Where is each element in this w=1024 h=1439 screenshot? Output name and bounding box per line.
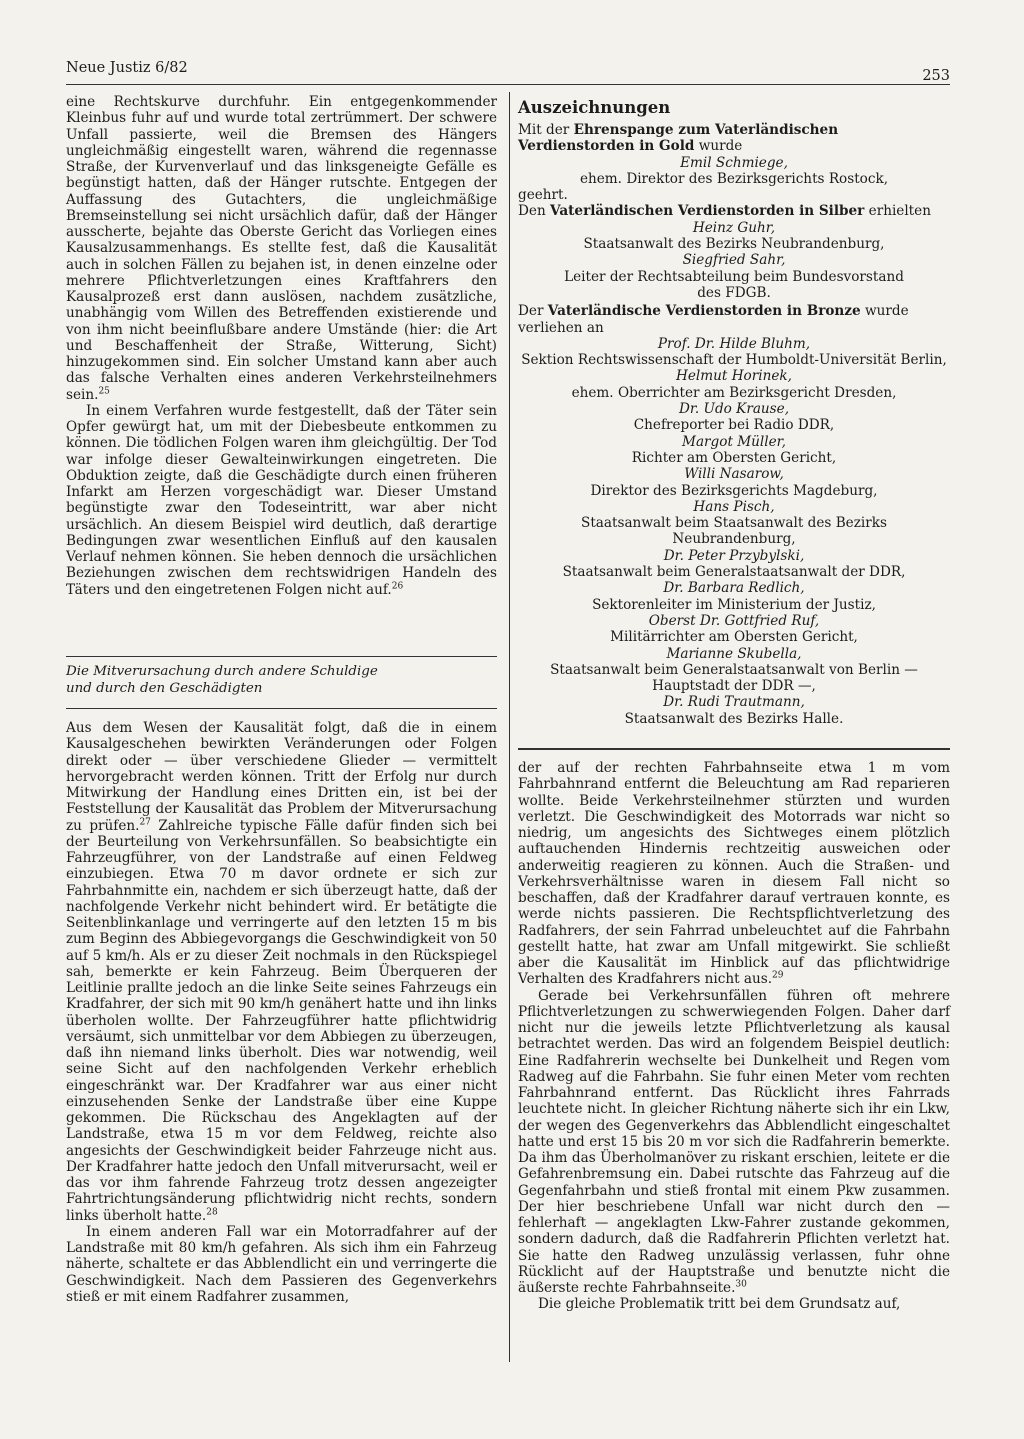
recipient-name: Willi Nasarow, <box>684 466 784 483</box>
recipient-role: Militärrichter am Obersten Gericht, <box>610 629 858 646</box>
recipient-name: Helmut Horinek, <box>676 368 792 385</box>
section-rule-bottom <box>66 708 497 709</box>
award-intro-gold: Mit der Ehrenspange zum Vaterländischen Verdienstorden in Gold wurde <box>518 122 839 155</box>
paragraph: Gerade bei Verkehrsunfällen führen oft mehrere Pflichtverletzungen zu schwerwiegenden Folgen. Daher darf nicht nur die jeweils letzte Pflichtverletzung als kausal betrachtet werden. Das wird an folgendem Beispiel deutlich: Eine Radfahrerin wechselte bei Dunkelheit und Regen vom Radweg auf die Fahrbahn. Sie fuhr einen Meter vom rechten Fahrbahnrand entfernt. Das Rücklicht ihres Fahrrads leuchtete nicht. In gleicher Richtung näherte sich ihr ein Lkw, der wegen des Gegenverkehrs das Abblendlicht eingeschaltet hatte und erst 15 bis 20 m vor sich die Radfahrerin bemerkte. Da ihm das Überholmanöver zu riskant erschien, leitete er die Gefahrenbremsung ein. Dabei rutschte das Fahrzeug auf die Gegenfahrbahn und stieß frontal mit einem Pkw zusammen. Der hier beschriebene Unfall war nicht durch den — fehlerhaft — angeklagten Lkw-Fahrer zustande gekommen, sondern dadurch, daß die Radfahrerin Pflichten verletzt hat. Sie hatte den Radweg unzulässig verlassen, fuhr ohne Rücklicht auf der Hauptstraße und benutzte nicht die äußerste rechte Fahrbahnseite.$^{30}$ <box>518 987 950 1296</box>
footnote-ref: 26 <box>391 580 404 591</box>
paragraph: Die gleiche Problematik tritt bei dem Grundsatz auf, <box>538 1296 901 1313</box>
recipient-role: Sektion Rechtswissenschaft der Humboldt-Universität Berlin, <box>521 352 947 369</box>
recipient-name: Hans Pisch, <box>693 498 775 515</box>
recipient-role: Staatsanwalt des Bezirks Neubrandenburg, <box>583 236 885 253</box>
recipient-name: Dr. Udo Krause, <box>678 401 790 418</box>
page-number: 253 <box>922 68 950 84</box>
awards-box <box>518 98 950 727</box>
paragraph: eine Rechtskurve durchfuhr. Ein entgegenkommender Kleinbus fuhr auf und wurde total zertrümmert. Der schwere Unfall passierte, weil die Bremsen des Hängers ungleichmäßig eingestellt waren, während die regennasse Straße, der Kurvenverlauf und das linksgeneigte Gefälle es begünstigt hatten, daß der Hänger rutschte. Entgegen der Auffassung des Gutachters, die ungleichmäßige Bremseinstellung sei nicht ursächlich dafür, daß der Hänger ausscherte, bejahte das Oberste Gericht das Vorliegen eines Kausalzusammenhangs. Es stellte fest, daß die Kausalität auch in solchen Fällen zu bejahen ist, in denen einzelne oder mehrere Pflichtverletzungen eines Kraftfahrers den Kausalprozeß erst dann auslösen, nachdem zusätzliche, unabhängig vom Willen des Betreffenden existierende und von ihm nicht beeinflußbare andere Umstände (hier: die Art und Beschaffenheit der Straße, Witterung, Sicht) hinzugekommen sind. Ein solcher Umstand kann aber auch das falsche Verhalten eines anderen Verkehrsteilnehmers sein.$^{25}$ <box>66 94 497 403</box>
recipient-name: Siegfried Sahr, <box>682 252 786 269</box>
recipient-name: Dr. Peter Przybylski, <box>663 547 805 564</box>
footnote-ref: 27 <box>139 816 151 827</box>
recipient-role: Staatsanwalt beim Generalstaatsanwalt von Berlin — Hauptstadt der DDR —, <box>550 661 918 695</box>
recipient-name: Margot Müller, <box>682 433 786 450</box>
paragraph: der auf der rechten Fahrbahnseite etwa 1 m vom Fahrbahnrand entfernt die Beleuchtung am Rad reparieren wollte. Beide Verkehrsteilnehmer stürzten und wurden verletzt. Die Geschwindigkeit des Motorrads war nicht so niedrig, um angesichts des Sichtweges einem plötzlich auftauchenden Hindernis rechtzeitig ausweichen oder anderweitig reagieren zu können. Auch die Straßen- und Verkehrsverhältnisse waren in diesem Fall nicht so beschaffen, daß der Kradfahrer darauf vertrauen konnte, es werde nichts passieren. Die Rechtspflichtverletzung des Radfahrers, der sein Fahrrad unbeleuchtet auf die Fahrbahn gestellt hatte, hat zwar am Unfall mitgewirkt. Sie schließt aber die Kausalität im Hinblick auf das pflichtwidrige Verhalten des Kradfahrers nicht aus.$^{29}$ <box>518 760 950 988</box>
journal-title: Neue Justiz 6/82 <box>66 60 188 76</box>
award-closing: geehrt. <box>518 187 568 204</box>
footnote-ref: 30 <box>735 1279 747 1290</box>
recipient-role: Sektorenleiter im Ministerium der Justiz, <box>592 596 876 613</box>
award-intro-bronze: Der Vaterländische Verdienstorden in Bronze wurde verliehen an <box>518 303 909 336</box>
award-intro-silver: Den Vaterländischen Verdienstorden in Silber erhielten <box>518 203 931 220</box>
column-divider-upper <box>509 92 510 752</box>
awards-title: Auszeichnungen <box>518 98 671 117</box>
paragraph: Aus dem Wesen der Kausalität folgt, daß die in einem Kausalgeschehen bewirkten Veränderungen oder Folgen direkt oder — über verschiedene Glieder — vermittelt hervorgebracht werden können. Tritt der Erfolg nur durch Mitwirkung der Handlung eines Dritten ein, ist bei der Feststellung der Kausalität das Problem der Mitverursachung zu prüfen.$^{27}$ Zahlreiche typische Fälle dafür finden sich bei der Beurteilung von Verkehrsunfällen. So beabsichtigte ein Fahrzeugführer, von der Landstraße auf einen Feldweg einzubiegen. Etwa 70 m davor ordnete er sich zur Fahrbahnmitte ein, nachdem er sich überzeugt hatte, daß der nachfolgende Verkehr nicht behindert wird. Er betätigte die Seitenblinkanlage und verringerte auf den letzten 15 m bis zum Beginn des Abbiegevorgangs die Geschwindigkeit von 50 auf 5 km/h. Als er zu dieser Zeit nochmals in den Rückspiegel sah, bemerkte er kein Fahrzeug. Beim Überqueren der Leitlinie prallte jedoch an die linke Seite seines Fahrzeugs ein Kradfahrer, der sich mit 90 km/h genähert hatte und ihn links überholen wollte. Der Fahrzeugführer hatte pflichtwidrig versäumt, sich unmittelbar vor dem Abbiegen zu überzeugen, daß ihn niemand links überholt. Dies war notwendig, weil seine Sicht auf den nachfolgenden Verkehr erheblich eingeschränkt war. Der Kradfahrer war aus einer nicht einzusehenden Senke der Landstraße über eine Kuppe gekommen. Die Rückschau des Angeklagten auf der Landstraße, etwa 15 m vor dem Feldweg, reichte also angesichts der Geschwindigkeit beider Fahrzeuge nicht aus. Der Kradfahrer hatte jedoch den Unfall mitverursacht, weil er das vor ihm fahrende Fahrzeug trotz dessen angezeigter Fahrtrichtungsänderung pflichtwidrig nicht rechts, sondern links überholt hatte.$^{28}$ <box>66 720 497 1224</box>
footnote-ref: 29 <box>772 970 784 981</box>
recipient-role: Leiter der Rechtsabteilung beim Bundesvorstand des FDGB. <box>564 268 904 301</box>
recipient-name: Oberst Dr. Gottfried Ruf, <box>648 612 820 629</box>
recipient-name: Marianne Skubella, <box>666 645 802 662</box>
section-heading: Die Mitverursachung durch andere Schuldige und durch den Geschädigten <box>66 664 378 696</box>
section-rule-top <box>66 656 497 657</box>
recipient-role: Chefreporter bei Radio DDR, <box>633 417 835 434</box>
recipient-role: Richter am Obersten Gericht, <box>631 449 837 466</box>
header-rule <box>66 84 950 85</box>
recipient-role: Direktor des Bezirksgerichts Magdeburg, <box>590 482 878 499</box>
paragraph: In einem Verfahren wurde festgestellt, daß der Täter sein Opfer gewürgt hat, um mit der Diebesbeute entkommen zu können. Die tödlichen Folgen waren ihm gleichgültig. Der Tod war infolge dieser Gewalteinwirkungen eingetreten. Die Obduktion zeigte, daß die Geschädigte durch einen früheren Infarkt am Herzen vorgeschädigt war. Dieser Umstand begünstigte zwar den Todeseintritt, war aber nicht ursächlich. An diesem Beispiel wird deutlich, daß derartige Bedingungen zwar wesentlichen Einfluß auf den kausalen Verlauf nehmen können. Sie heben dennoch die ursächlichen Beziehungen zwischen dem rechtswidrigen Handeln des Täters und den eingetretenen Folgen nicht auf.$^{26}$ <box>66 402 497 598</box>
recipient-name: Heinz Guhr, <box>692 219 776 236</box>
running-header <box>66 60 950 86</box>
footnote-ref: 25 <box>98 385 110 396</box>
left-column-lower <box>66 720 497 1305</box>
awards-box-rule <box>518 748 950 750</box>
footnote-ref: 28 <box>206 1206 218 1217</box>
recipient-role: Staatsanwalt des Bezirks Halle. <box>624 710 844 727</box>
left-column-upper <box>66 94 497 598</box>
recipient-name: Emil Schmiege, <box>680 154 788 171</box>
paragraph: In einem anderen Fall war ein Motorradfahrer auf der Landstraße mit 80 km/h gefahren. Als sich ihm ein Fahrzeug näherte, schaltete er das Abblendlicht ein und verringerte die Geschwindigkeit. Nach dem Passieren des Gegenverkehrs stieß er mit einem Radfahrer zusammen, <box>66 1223 497 1305</box>
recipient-role: ehem. Direktor des Bezirksgerichts Rostock, <box>579 170 889 187</box>
recipient-role: ehem. Oberrichter am Bezirksgericht Dresden, <box>571 384 897 401</box>
column-divider-lower <box>509 752 510 1362</box>
recipient-role: Staatsanwalt beim Generalstaatsanwalt der DDR, <box>562 564 906 581</box>
recipient-name: Dr. Rudi Trautmann, <box>663 694 805 711</box>
recipient-name: Prof. Dr. Hilde Bluhm, <box>657 335 811 352</box>
recipient-role: Staatsanwalt beim Staatsanwalt des Bezirks Neubrandenburg, <box>581 515 887 548</box>
recipient-name: Dr. Barbara Redlich, <box>663 580 805 597</box>
right-column-lower <box>518 760 950 1313</box>
